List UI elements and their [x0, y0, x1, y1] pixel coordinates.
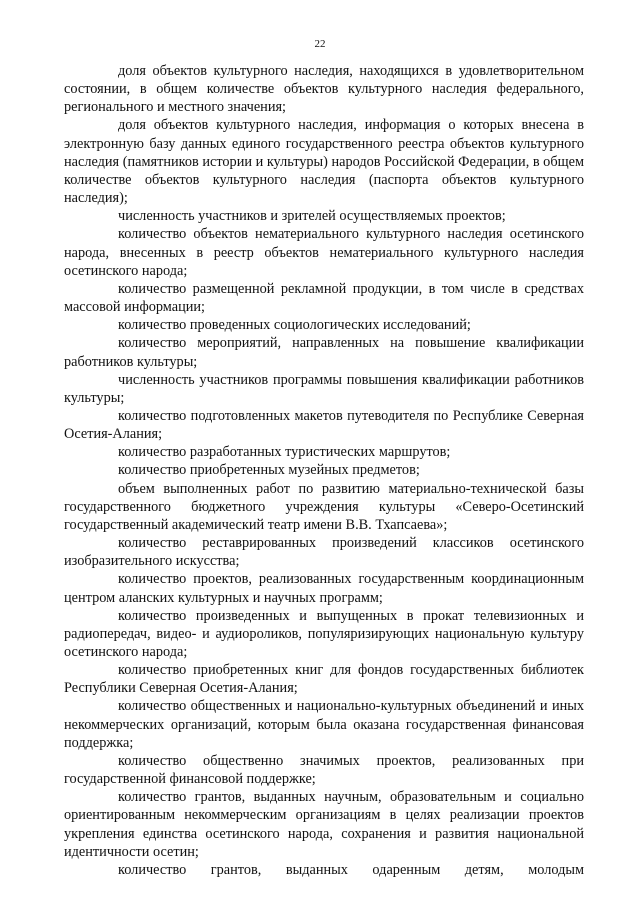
- page-number: 22: [314, 38, 326, 50]
- paragraph: количество общественных и национально-культурных объединений и иных некоммерческих организаций, которым была оказана государственная финансовая поддержка;: [64, 698, 584, 751]
- paragraph: количество разработанных туристических маршрутов;: [118, 444, 451, 461]
- paragraph: количество реставрированных произведений классиков осетинского изобразительного искусства;: [64, 535, 584, 570]
- paragraph: численность участников и зрителей осуществляемых проектов;: [118, 208, 506, 225]
- paragraph: количество проектов, реализованных государственным координационным центром аланских культурных и научных программ;: [64, 571, 584, 606]
- paragraph: количество общественно значимых проектов, реализованных при государственной финансовой поддержке;: [64, 752, 584, 788]
- paragraph: количество размещенной рекламной продукции, в том числе в средствах массовой информации;: [64, 280, 584, 316]
- document-body: [64, 62, 584, 879]
- paragraph: доля объектов культурного наследия, находящихся в удовлетворительном состоянии, в общем количестве объектов культурного наследия федерального, регионального и местного значения;: [64, 63, 584, 116]
- paragraph: количество объектов нематериального культурного наследия осетинского народа, внесенных в реестр объектов нематериального культурного наследия осетинского народа;: [64, 226, 584, 279]
- paragraph: количество проведенных социологических исследований;: [118, 317, 471, 334]
- paragraph: объем выполненных работ по развитию материально-технической базы государственного бюджетного учреждения культуры «Северо-Осетинский государственный академический театр имени В.В. Тхапсаева»;: [64, 480, 584, 533]
- paragraph: численность участников программы повышения квалификации работников культуры;: [64, 371, 584, 406]
- paragraph: количество приобретенных книг для фондов государственных библиотек Республики Северная Осетия-Алания;: [64, 662, 584, 697]
- paragraph: количество грантов, выданных научным, образовательным и социально ориентированным некоммерческим организациям в целях реализации проектов укрепления единства осетинского народа, сохранения и развития национальной идентичности осетин;: [64, 789, 584, 860]
- paragraph: количество приобретенных музейных предметов;: [118, 462, 420, 479]
- paragraph: количество произведенных и выпущенных в прокат телевизионных и радиопередач, видео- и аудиороликов, популяризирующих национальную культуру осетинского народа;: [64, 607, 584, 660]
- paragraph: количество грантов, выданных одаренным детям, молодым: [118, 861, 584, 878]
- paragraph: количество подготовленных макетов путеводителя по Республике Северная Осетия-Алания;: [64, 407, 584, 443]
- paragraph: доля объектов культурного наследия, информация о которых внесена в электронную базу данных единого государственного реестра объектов культурного наследия (памятников истории и культуры) народов Российской Федерации, в общем количестве объектов культурного наследия (паспорта объектов культурного наследия);: [64, 117, 584, 207]
- paragraph: количество мероприятий, направленных на повышение квалификации работников культуры;: [64, 335, 584, 370]
